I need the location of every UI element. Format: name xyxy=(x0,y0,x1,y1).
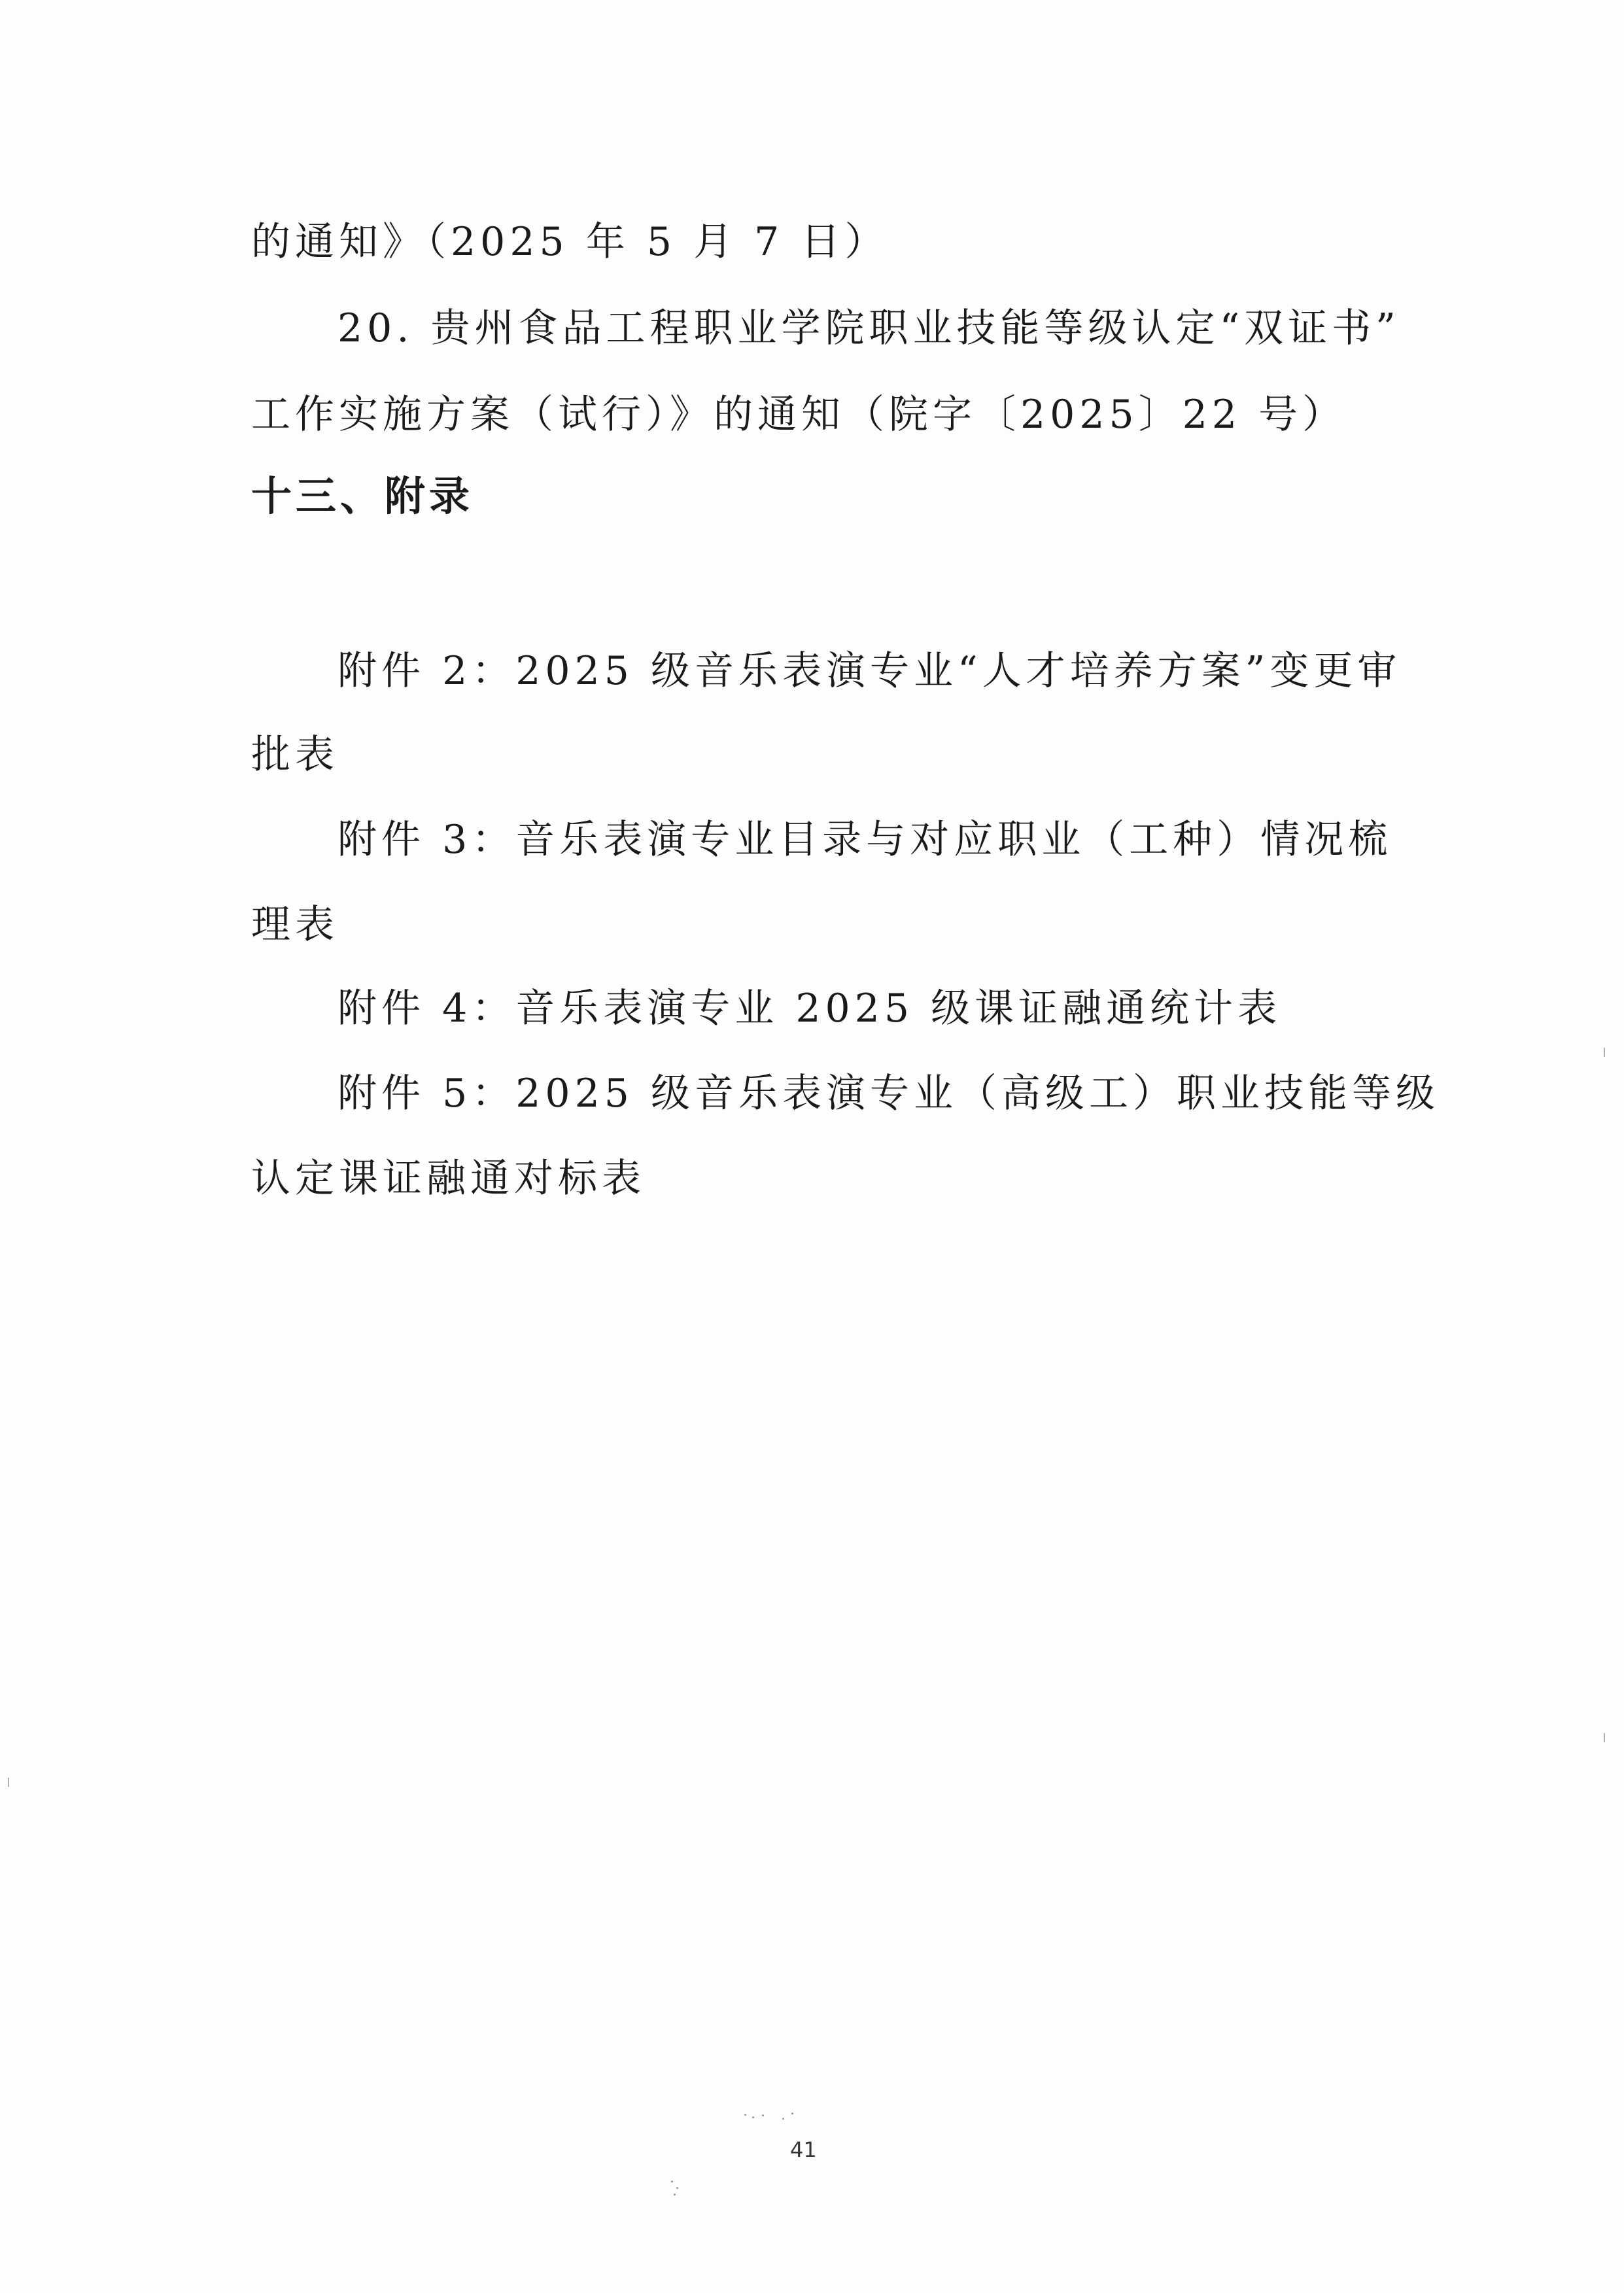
scan-speck xyxy=(744,2114,746,2116)
page-number: 41 xyxy=(790,2137,817,2162)
attachment-3-end: 理表 xyxy=(251,902,339,948)
reference-line-19-end: 的通知》（2025 年 5 月 7 日） xyxy=(251,219,889,265)
attachment-3: 附件 3：音乐表演专业目录与对应职业（工种）情况梳 xyxy=(337,817,1392,863)
scan-edge-mark xyxy=(1604,1733,1605,1742)
attachment-5: 附件 5：2025 级音乐表演专业（高级工）职业技能等级 xyxy=(337,1071,1440,1116)
reference-line-20-end: 工作实施方案（试行）》的通知（院字〔2025〕22 号） xyxy=(251,392,1347,438)
scan-speck xyxy=(676,2187,678,2189)
attachment-4: 附件 4：音乐表演专业 2025 级课证融通统计表 xyxy=(337,986,1282,1031)
scan-edge-mark xyxy=(8,1778,9,1787)
scan-edge-mark xyxy=(1604,1048,1605,1057)
scan-speck xyxy=(762,2114,764,2116)
reference-line-20: 20. 贵州食品工程职业学院职业技能等级认定“双证书” xyxy=(337,305,1400,351)
scan-speck xyxy=(782,2118,784,2120)
scan-speck xyxy=(674,2194,676,2196)
scan-speck xyxy=(752,2116,754,2118)
attachment-5-end: 认定课证融通对标表 xyxy=(251,1156,646,1201)
scan-speck xyxy=(791,2112,793,2114)
attachment-2: 附件 2：2025 级音乐表演专业“人才培养方案”变更审 xyxy=(337,648,1402,694)
section-heading: 十三、附录 xyxy=(251,472,474,520)
scan-speck xyxy=(671,2181,673,2182)
attachment-2-end: 批表 xyxy=(251,732,339,778)
